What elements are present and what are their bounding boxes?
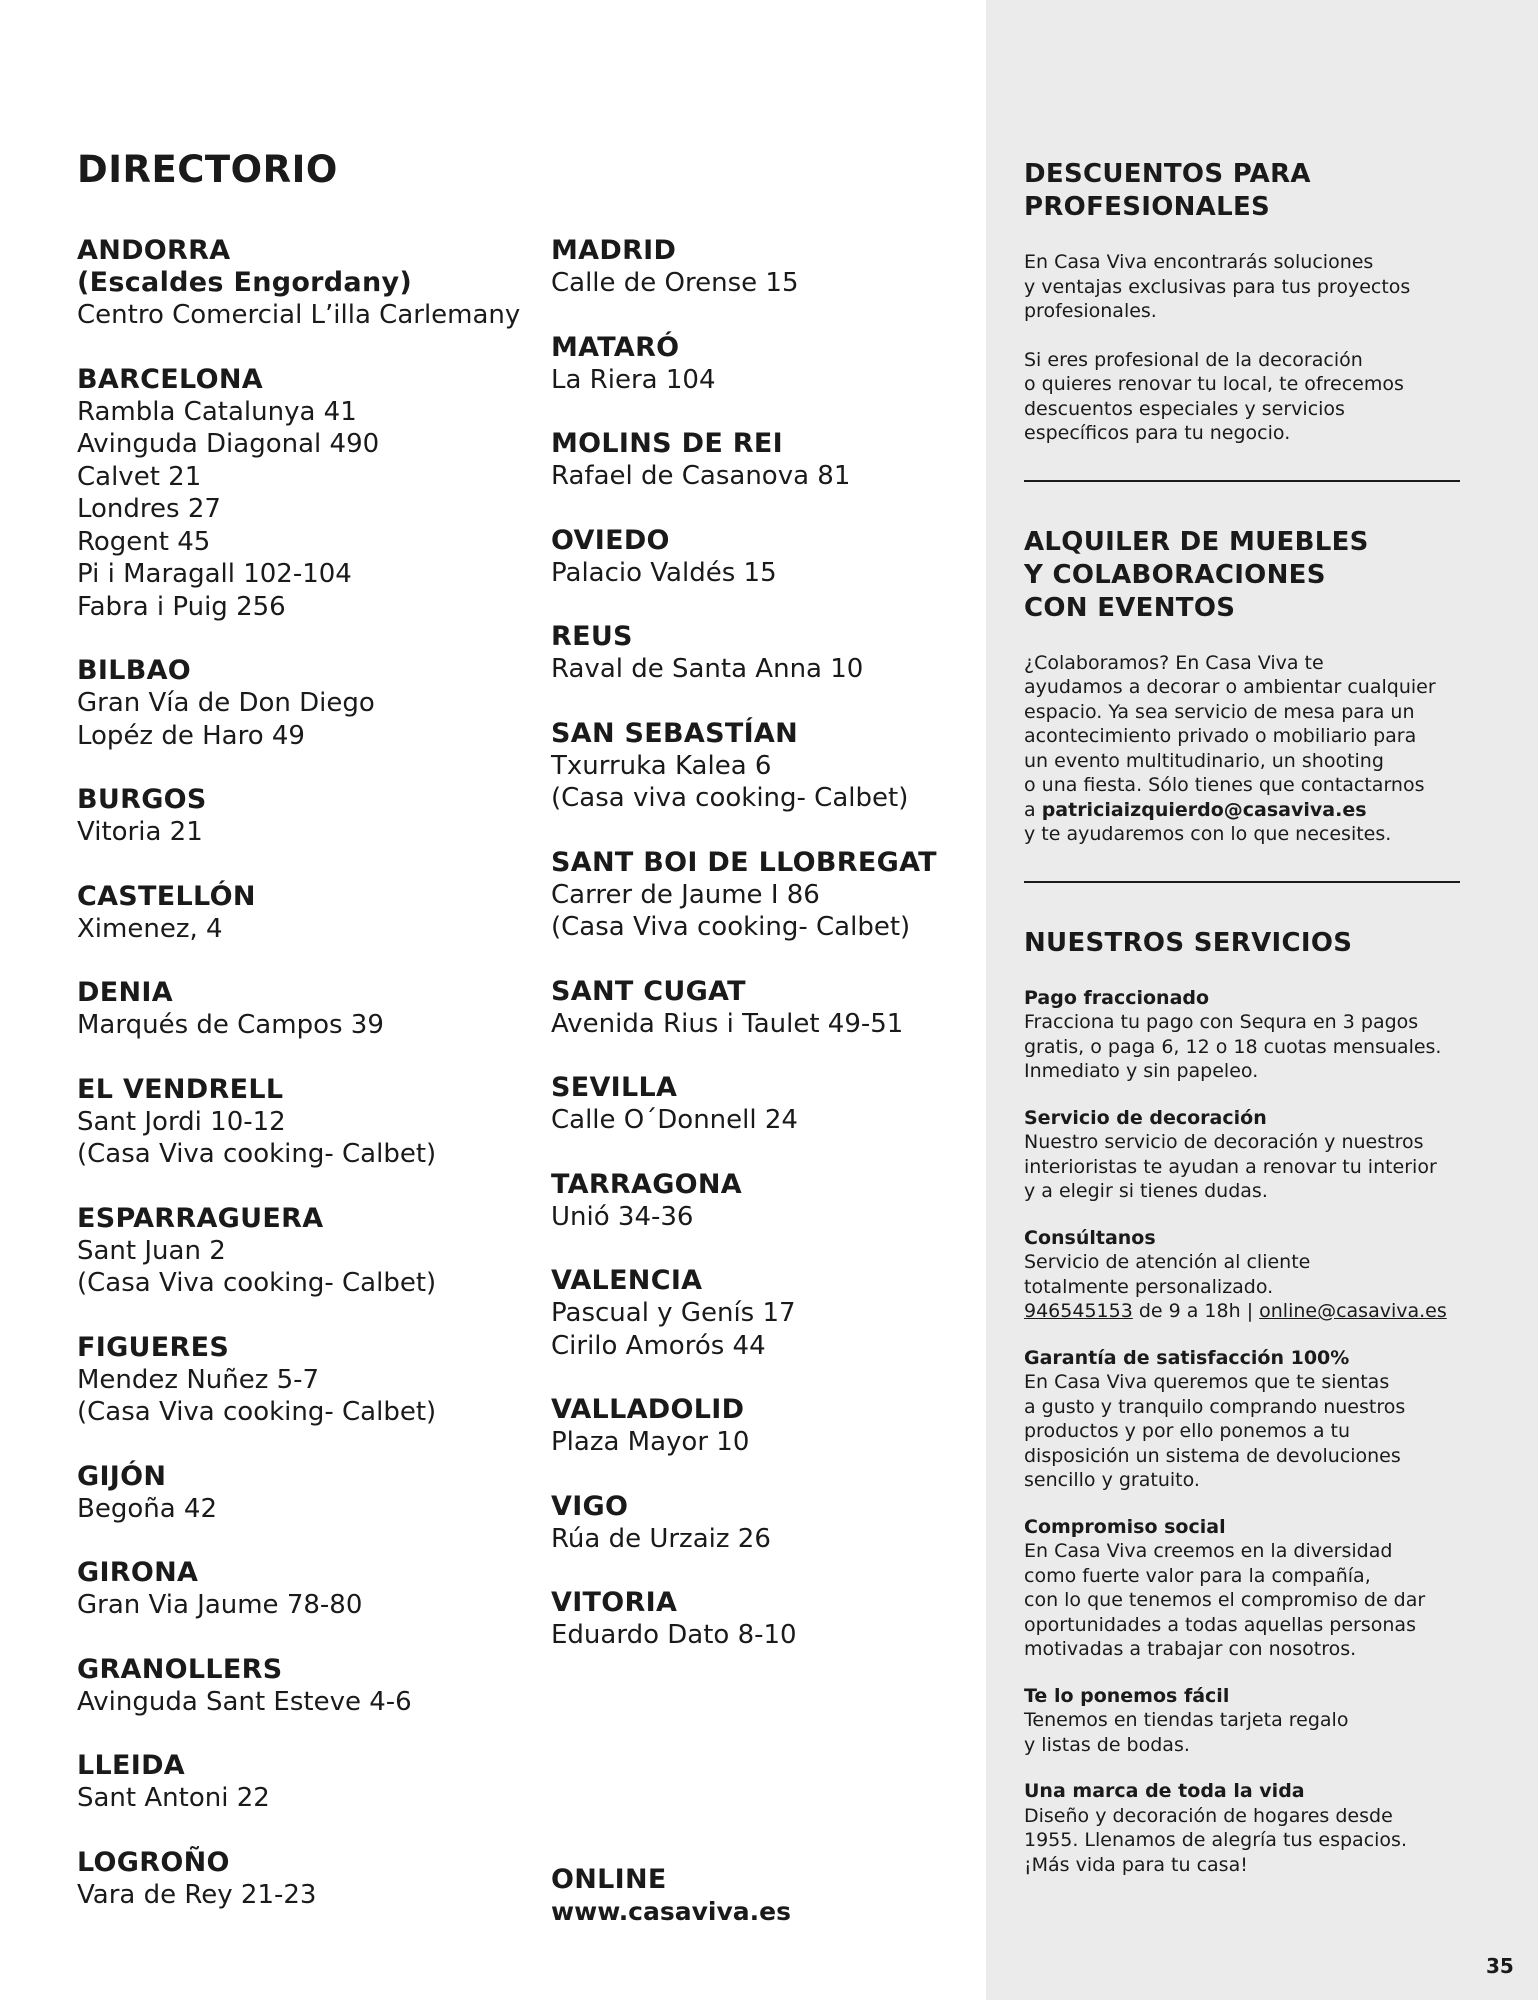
store-address: Sant Jordi 10-12 <box>77 1106 286 1137</box>
store-city-name: ESPARRAGUERA <box>77 1202 324 1234</box>
alquiler-paragraph: ¿Colaboramos? En Casa Viva te ayudamos a decorar o ambientar cualquier espacio. Ya sea servicio de mesa para un acontecimiento privado o mobiliario para un evento multitudinario, un shooting o una fiesta. Sólo tienes que contactarnos a patriciaizquierdo@casaviva.es y te ayudaremos con lo que necesites. <box>1024 651 1436 845</box>
store-address: Cirilo Amorós 44 <box>551 1330 766 1361</box>
online-label: ONLINE <box>551 1864 667 1895</box>
store-entry <box>551 1265 1001 1362</box>
store-address: Marqués de Campos 39 <box>77 1010 384 1040</box>
store-city-name: TARRAGONA <box>551 1168 743 1200</box>
store-city-name: VITORIA <box>551 1587 678 1618</box>
store-entry <box>77 1750 527 1815</box>
service-decoracion: Servicio de decoración Nuestro servicio de decoración y nuestros interioristas te ayudan a renovar tu interior y a elegir si tienes dudas. <box>1024 1106 1437 1202</box>
store-address: Rambla Catalunya 41 <box>77 396 357 427</box>
servicios-heading: NUESTROS SERVICIOS <box>1024 927 1353 958</box>
store-city-name: OVIEDO <box>551 524 670 556</box>
store-entry <box>551 976 1001 1041</box>
store-address: Begoña 42 <box>77 1493 218 1524</box>
store-address: Rúa de Urzaiz 26 <box>551 1523 771 1554</box>
store-entry <box>77 364 527 624</box>
store-address: La Riera 104 <box>551 364 716 395</box>
store-address: (Casa viva cooking- Calbet) <box>551 783 909 813</box>
store-entry <box>551 428 1001 493</box>
store-city-name: VALENCIA <box>551 1265 703 1296</box>
store-city-name: VALLADOLID <box>551 1394 745 1425</box>
store-entry <box>77 881 527 946</box>
store-address: Sant Juan 2 <box>77 1235 226 1266</box>
store-entry <box>551 621 1001 686</box>
store-entry <box>77 1203 527 1300</box>
store-address: Sant Antoni 22 <box>77 1783 270 1813</box>
store-address: Palacio Valdés 15 <box>551 557 777 588</box>
store-city-name: MATARÓ <box>551 331 680 363</box>
store-entry <box>77 1461 527 1526</box>
section-divider <box>1024 480 1460 482</box>
store-address: Rafael de Casanova 81 <box>551 461 851 491</box>
online-email-link[interactable]: online@casaviva.es <box>1259 1300 1447 1322</box>
service-garantia: Garantía de satisfacción 100% En Casa Viva queremos que te sientas a gusto y tranquilo comprando nuestros productos y por ello ponemos a tu disposición un sistema de devoluciones sencillo y gratuito. <box>1024 1346 1406 1491</box>
store-city-name: BARCELONA <box>77 363 263 395</box>
store-entry <box>77 1557 527 1622</box>
directory-column-middle <box>551 235 1001 1684</box>
store-address: (Casa Viva cooking- Calbet) <box>77 1397 437 1427</box>
store-address: Eduardo Dato 8-10 <box>551 1620 797 1650</box>
phone-link[interactable]: 946545153 <box>1024 1300 1133 1322</box>
descuentos-heading: DESCUENTOS PARA PROFESIONALES <box>1024 159 1311 222</box>
store-address: Calvet 21 <box>77 461 202 492</box>
service-compromiso: Compromiso social En Casa Viva creemos en la diversidad como fuerte valor para la compañía, con lo que tenemos el compromiso de dar oportunidades a todas aquellas personas motivadas a trabajar con nosotros. <box>1024 1515 1426 1660</box>
store-entry <box>551 1491 1001 1556</box>
store-address: Centro Comercial L’illa Carlemany <box>77 300 521 330</box>
store-city-name: VIGO <box>551 1490 629 1522</box>
store-entry <box>77 977 527 1042</box>
store-entry <box>77 1332 527 1429</box>
store-entry <box>551 1169 1001 1234</box>
alquiler-heading: ALQUILER DE MUEBLES Y COLABORACIONES CON EVENTOS <box>1024 526 1369 623</box>
store-city-name: SEVILLA <box>551 1072 678 1103</box>
store-address: (Casa Viva cooking- Calbet) <box>77 1268 437 1298</box>
store-address: Ximenez, 4 <box>77 913 223 944</box>
contact-email-link[interactable]: patriciaizquierdo@casaviva.es <box>1041 798 1367 821</box>
store-address: Vara de Rey 21-23 <box>77 1879 317 1910</box>
store-address: Rogent 45 <box>77 526 211 557</box>
store-address: Avinguda Sant Esteve 4-6 <box>77 1686 412 1717</box>
descuentos-section <box>1024 158 1464 446</box>
store-address: Vitoria 21 <box>77 817 203 847</box>
store-entry <box>77 1074 527 1171</box>
service-marca: Una marca de toda la vida Diseño y decoración de hogares desde 1955. Llenamos de alegría tus espacios. ¡Más vida para tu casa! <box>1024 1780 1407 1876</box>
store-city-name: MOLINS DE REI <box>551 428 783 459</box>
store-entry <box>551 1394 1001 1459</box>
online-url-link[interactable]: www.casaviva.es <box>551 1897 791 1926</box>
sidebar-info <box>1024 158 1464 1899</box>
store-entry <box>551 235 1001 300</box>
store-address: Calle O´Donnell 24 <box>551 1105 798 1135</box>
store-entry <box>77 655 527 752</box>
store-address: Mendez Nuñez 5-7 <box>77 1364 320 1395</box>
alquiler-section <box>1024 526 1464 847</box>
store-entry <box>77 1847 527 1912</box>
store-city-name: ANDORRA <box>77 235 231 266</box>
store-city-name: EL VENDRELL <box>77 1073 284 1105</box>
store-address: Avenida Rius i Taulet 49-51 <box>551 1008 904 1039</box>
store-address: Raval de Santa Anna 10 <box>551 654 864 684</box>
store-address: Plaza Mayor 10 <box>551 1427 750 1457</box>
store-address: Avinguda Diagonal 490 <box>77 429 380 459</box>
store-entry <box>551 332 1001 397</box>
store-city-name: BURGOS <box>77 784 207 815</box>
online-store <box>551 1864 791 1929</box>
store-entry <box>77 784 527 849</box>
store-entry <box>77 235 527 332</box>
store-city-name: BILBAO <box>77 655 192 686</box>
service-consultanos: Consúltanos Servicio de atención al cliente totalmente personalizado. 946545153 de 9 a 18h | online@casaviva.es <box>1024 1226 1447 1322</box>
store-entry <box>551 1072 1001 1137</box>
store-city-name: CASTELLÓN <box>77 880 256 912</box>
directory-column-left <box>77 235 527 1943</box>
store-address: Txurruka Kalea 6 <box>551 750 772 781</box>
store-address: Gran Vía de Don Diego <box>77 688 375 718</box>
store-address: (Casa Viva cooking- Calbet) <box>551 912 911 942</box>
store-city-name: REUS <box>551 621 633 652</box>
store-address: (Casa Viva cooking- Calbet) <box>77 1139 437 1169</box>
store-address: Pi i Maragall 102-104 <box>77 559 352 589</box>
page-title: DIRECTORIO <box>77 148 338 191</box>
store-city-name: SAN SEBASTÍAN <box>551 717 799 749</box>
descuentos-paragraph-2: Si eres profesional de la decoración o quieres renovar tu local, te ofrecemos descuentos especiales y servicios específicos para tu negocio. <box>1024 348 1404 444</box>
store-address: Londres 27 <box>77 494 221 524</box>
page-number: 35 <box>1486 1954 1514 1978</box>
store-city-name: GIJÓN <box>77 1460 167 1492</box>
store-city-name: SANT BOI DE LLOBREGAT <box>551 846 937 878</box>
store-address: Calle de Orense 15 <box>551 268 799 298</box>
store-address: Pascual y Genís 17 <box>551 1298 796 1328</box>
store-city-name: DENIA <box>77 977 173 1008</box>
store-city-name: LLEIDA <box>77 1750 186 1781</box>
store-city-name: SANT CUGAT <box>551 975 746 1007</box>
store-city-name: FIGUERES <box>77 1331 230 1363</box>
store-city-name: LOGROÑO <box>77 1846 230 1878</box>
service-facil: Te lo ponemos fácil Tenemos en tiendas tarjeta regalo y listas de bodas. <box>1024 1684 1349 1756</box>
store-entry <box>77 1654 527 1719</box>
section-divider <box>1024 881 1460 883</box>
store-address: Fabra i Puig 256 <box>77 591 286 622</box>
descuentos-paragraph-1: En Casa Viva encontrarás soluciones y ventajas exclusivas para tus proyectos profesionales. <box>1024 251 1411 322</box>
store-entry <box>551 525 1001 590</box>
store-address: Unió 34-36 <box>551 1201 694 1232</box>
store-city-name: GIRONA <box>77 1557 199 1588</box>
servicios-section <box>1024 927 1464 1878</box>
store-address: Gran Via Jaume 78-80 <box>77 1590 363 1620</box>
store-city-name: (Escaldes Engordany) <box>77 267 413 298</box>
store-entry <box>551 1587 1001 1652</box>
store-address: Carrer de Jaume I 86 <box>551 879 820 910</box>
store-address: Lopéz de Haro 49 <box>77 720 305 751</box>
service-pago-fraccionado: Pago fraccionado Fracciona tu pago con Sequra en 3 pagos gratis, o paga 6, 12 o 18 cuotas mensuales. Inmediato y sin papeleo. <box>1024 986 1442 1082</box>
store-city-name: GRANOLLERS <box>77 1653 283 1685</box>
store-entry <box>551 718 1001 815</box>
store-entry <box>551 847 1001 944</box>
store-city-name: MADRID <box>551 235 677 266</box>
